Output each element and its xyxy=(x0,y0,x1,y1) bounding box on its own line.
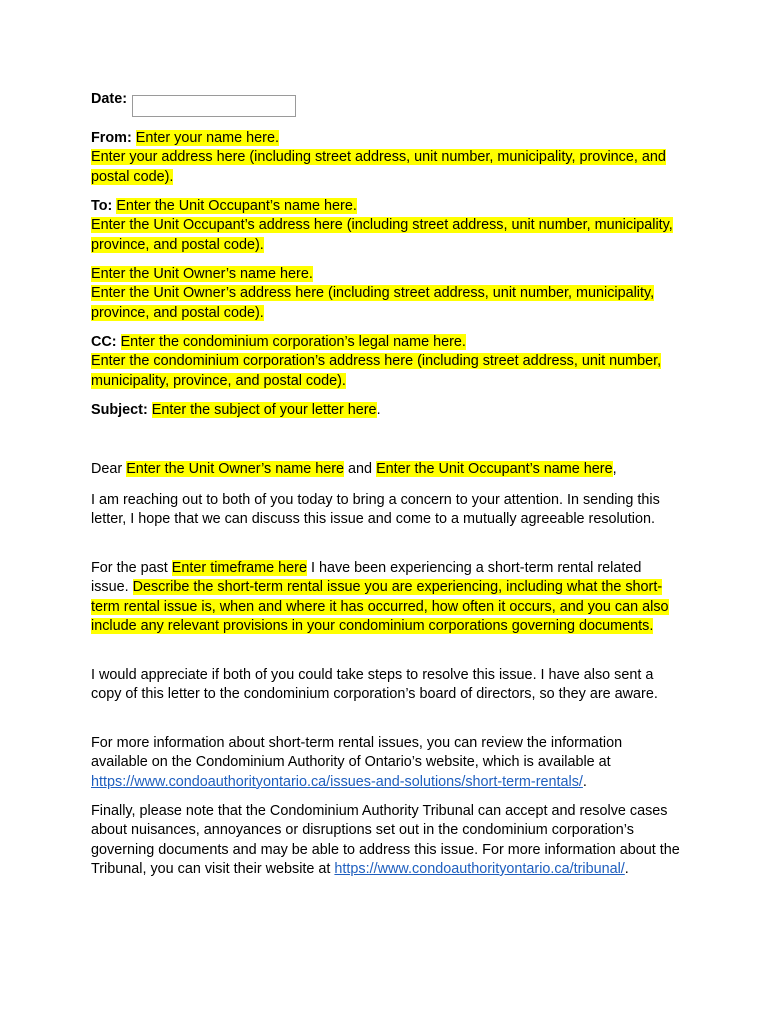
greeting-and: and xyxy=(348,461,373,477)
from-address-placeholder[interactable]: Enter your address here (including street address, unit number, municipality, province, and postal code). xyxy=(91,149,666,185)
body-paragraph-4 xyxy=(91,734,681,792)
from-label: From: xyxy=(91,130,132,146)
greeting-end: , xyxy=(612,461,617,477)
to-block xyxy=(91,197,681,255)
subject-end: . xyxy=(376,402,381,418)
owner-name-placeholder[interactable]: Enter the Unit Owner’s name here. xyxy=(91,266,313,282)
body-paragraph-3: I would appreciate if both of you could take steps to resolve this issue. I have also sent a copy of this letter to the condominium corporation’s board of directors, so they are aware. xyxy=(91,667,658,703)
body-paragraph-1: I am reaching out to both of you today to bring a concern to your attention. In sending this letter, I hope that we can discuss this issue and come to a mutually agreeable resolution. xyxy=(91,492,660,528)
cc-label: CC: xyxy=(91,334,117,350)
owner-block xyxy=(91,265,681,323)
body-paragraph-5 xyxy=(91,802,681,879)
p2-mid: I have been experiencing a short-term rental related issue. xyxy=(91,560,642,596)
greeting-dear: Dear xyxy=(91,461,123,477)
p2-start: For the past xyxy=(91,560,168,576)
subject-label: Subject: xyxy=(91,402,148,418)
greeting-occupant-placeholder[interactable]: Enter the Unit Occupant’s name here xyxy=(376,461,613,477)
from-block xyxy=(91,129,681,187)
to-label: To: xyxy=(91,198,113,214)
issue-description-placeholder[interactable]: Describe the short-term rental issue you are experiencing, including what the short-term rental issue is, when and where it has occurred, how often it occurs, and you can also include any relevant provisions in your condominium corporations governing documents. xyxy=(91,579,669,634)
cc-block xyxy=(91,333,681,391)
occupant-name-placeholder[interactable]: Enter the Unit Occupant’s name here. xyxy=(116,198,357,214)
date-label: Date: xyxy=(91,91,127,108)
date-field[interactable] xyxy=(132,95,296,117)
subject-placeholder[interactable]: Enter the subject of your letter here xyxy=(151,402,377,418)
occupant-address-placeholder[interactable]: Enter the Unit Occupant’s address here (including street address, unit number, municipality, province, and postal code). xyxy=(91,217,673,253)
p4-end: . xyxy=(582,773,587,790)
greeting-line xyxy=(91,460,681,479)
cc-name-placeholder[interactable]: Enter the condominium corporation’s legal name here. xyxy=(120,334,466,350)
p5-text: Finally, please note that the Condominium Authority Tribunal can accept and resolve cases about nuisances, annoyances or disruptions set out in the condominium corporation’s governing documents and may be able to address this issue. For more information about the Tribunal, you can visit their website at xyxy=(91,803,680,877)
owner-address-placeholder[interactable]: Enter the Unit Owner’s address here (including street address, unit number, municipality, province, and postal code). xyxy=(91,285,655,321)
subject-block xyxy=(91,401,681,420)
body-paragraph-2 xyxy=(91,559,681,636)
from-name-placeholder[interactable]: Enter your name here. xyxy=(135,130,279,146)
short-term-rentals-link[interactable]: https://www.condoauthorityontario.ca/issues-and-solutions/short-term-rentals/ xyxy=(91,773,583,790)
timeframe-placeholder[interactable]: Enter timeframe here xyxy=(171,560,307,576)
cc-address-placeholder[interactable]: Enter the condominium corporation’s address here (including street address, unit number, municipality, province, and postal code). xyxy=(91,353,662,389)
tribunal-link[interactable]: https://www.condoauthorityontario.ca/tribunal/ xyxy=(334,860,625,877)
date-row xyxy=(91,93,296,119)
p5-end: . xyxy=(624,860,629,877)
greeting-owner-placeholder[interactable]: Enter the Unit Owner’s name here xyxy=(126,461,345,477)
p4-text: For more information about short-term rental issues, you can review the information available on the Condominium Authority of Ontario’s website, which is available at xyxy=(91,735,623,771)
